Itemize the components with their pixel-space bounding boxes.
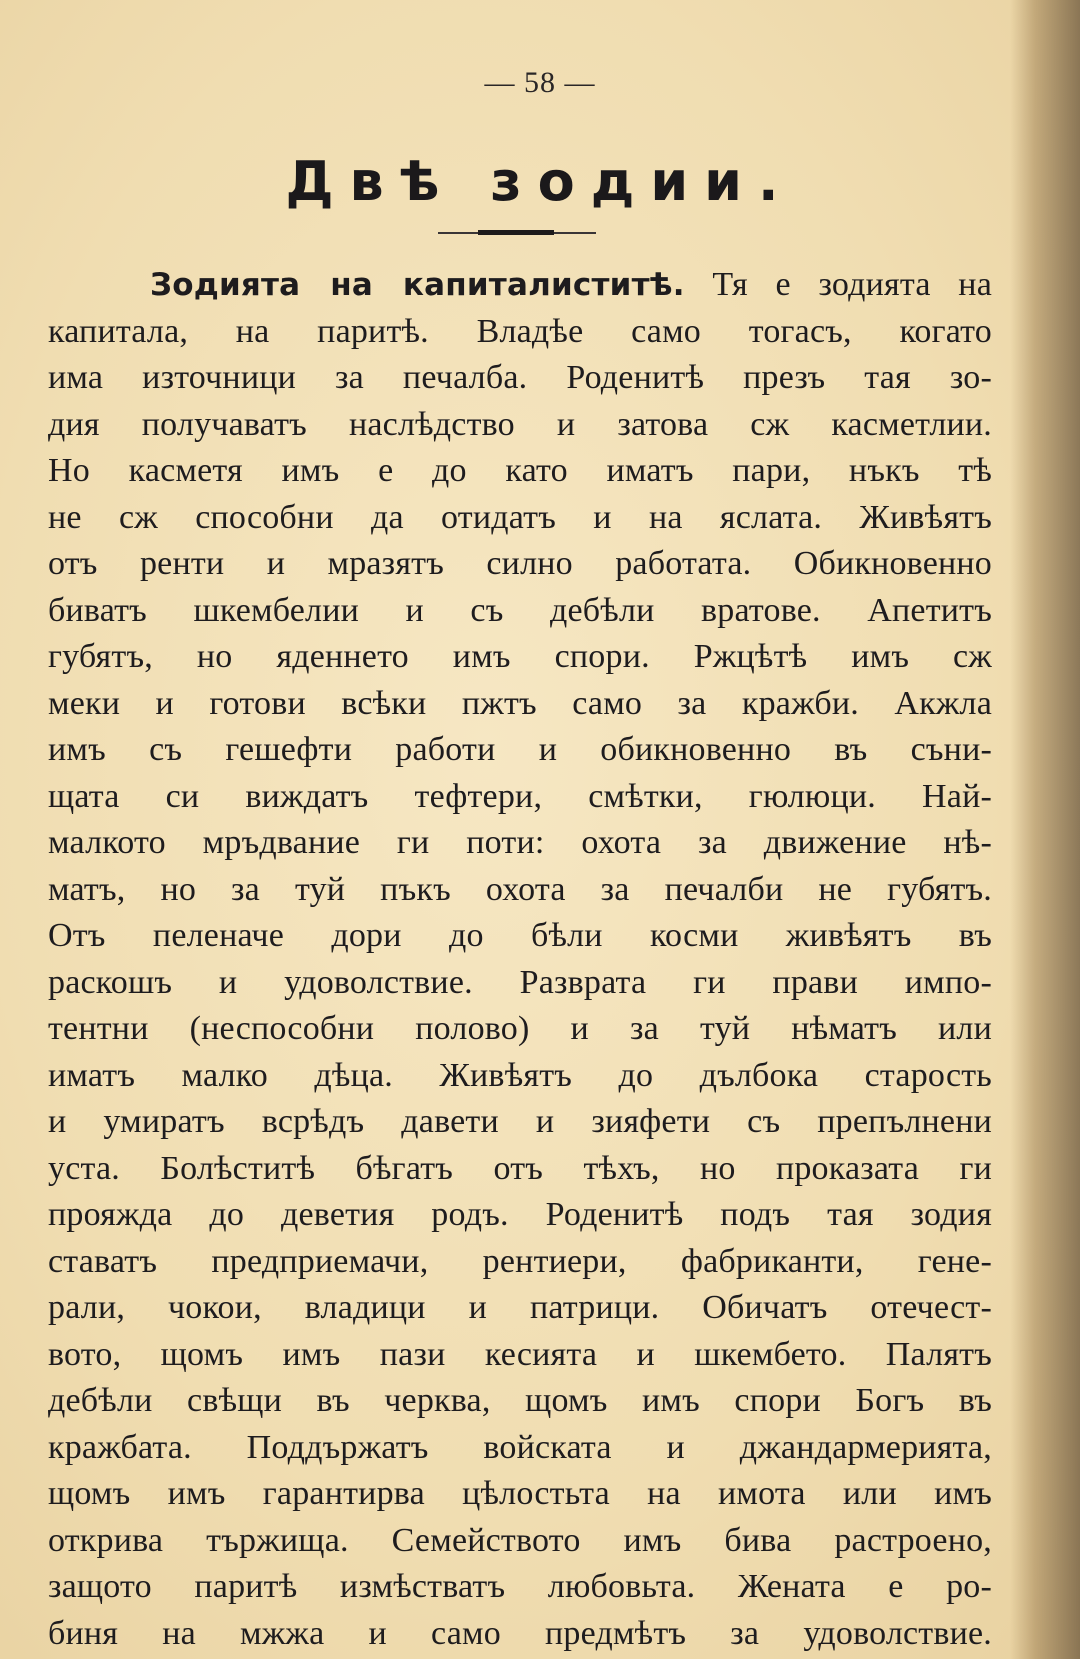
paragraph-line: имъ съ гешефти работи и обикновенно въ съни-: [48, 731, 992, 768]
paragraph-line: отъ ренти и мразятъ силно работата. Обикновенно: [48, 545, 992, 582]
paragraph-line: дебѣли свѣщи въ черква, щомъ имъ спори Богъ въ: [48, 1382, 992, 1419]
paragraph-line: защото паритѣ измѣстватъ любовьта. Жената е ро-: [48, 1568, 992, 1605]
paragraph-line: вото, щомъ имъ пази кесията и шкембето. Палятъ: [48, 1335, 992, 1373]
paragraph-line-1-rest: Тя е зодията на: [684, 266, 992, 303]
chapter-title: Двѣ зодии.: [285, 150, 795, 213]
paragraph-line: щата си виждатъ тефтери, смѣтки, гюлюци. Най-: [48, 777, 992, 815]
paragraph-line-last: биня на мжжа и само предмѣтъ за удоволствие.: [48, 1614, 992, 1652]
paragraph-line: меки и готови всѣки пжтъ само за кражби. Акжла: [48, 684, 992, 722]
paragraph-line: губятъ, но яденнето имъ спори. Ржцѣтѣ имъ сж: [48, 638, 992, 675]
paragraph-line: иматъ малко дѣца. Живѣятъ до дълбока старость: [48, 1056, 992, 1094]
paragraph-line: биватъ шкембелии и съ дебѣли вратове. Апетитъ: [48, 591, 992, 629]
paragraph-line-first: [48, 262, 992, 309]
paragraph-line: Отъ пеленаче дори до бѣли косми живѣятъ въ: [48, 917, 992, 954]
paragraph-line: капитала, на паритѣ. Владѣе само тогасъ, когато: [48, 312, 992, 350]
paragraph-line: има източници за печалба. Роденитѣ презъ тая зо-: [48, 359, 992, 396]
paragraph-line: прояжда до деветия родъ. Роденитѣ подъ тая зодия: [48, 1196, 992, 1233]
paragraph-line: щомъ имъ гарантирва цѣлостьта на имота или имъ: [48, 1475, 992, 1512]
page-number: — 58 —: [484, 66, 596, 99]
paragraph-line: малкото мръдвание ги поти: охота за движение нѣ-: [48, 824, 992, 861]
paragraph-line: рали, чокои, владици и патрици. Обичатъ отечест-: [48, 1289, 992, 1326]
paragraph-line: матъ, но за туй пъкъ охота за печалби не губятъ.: [48, 870, 992, 908]
paragraph-line: раскошъ и удоволствие. Разврата ги прави импо-: [48, 963, 992, 1001]
title-divider-center: [478, 230, 554, 235]
paragraph-line: и умиратъ всрѣдъ давети и зияфети съ препълнени: [48, 1103, 992, 1140]
paragraph-line: кражбата. Поддържатъ войската и джандармерията,: [48, 1428, 992, 1466]
paragraph-line: открива тържища. Семейството имъ бива растроено,: [48, 1521, 992, 1559]
paragraph-lead: Зодията на капиталиститѣ.: [150, 267, 685, 303]
paragraph-line: уста. Болѣститѣ бѣгатъ отъ тѣхъ, но проказата ги: [48, 1149, 992, 1187]
body-text: [48, 262, 992, 1657]
paragraph-line: тентни (неспособни полово) и за туй нѣматъ или: [48, 1010, 992, 1047]
paragraph-line: не сж способни да отидатъ и на яслата. Живѣятъ: [48, 498, 992, 536]
paragraph-line: Но касметя имъ е до като иматъ пари, нъкъ тѣ: [48, 452, 992, 489]
paragraph-line: ставатъ предприемачи, рентиери, фабриканти, гене-: [48, 1242, 992, 1280]
paragraph-line: дия получаватъ наслѣдство и затова сж касметлии.: [48, 405, 992, 443]
